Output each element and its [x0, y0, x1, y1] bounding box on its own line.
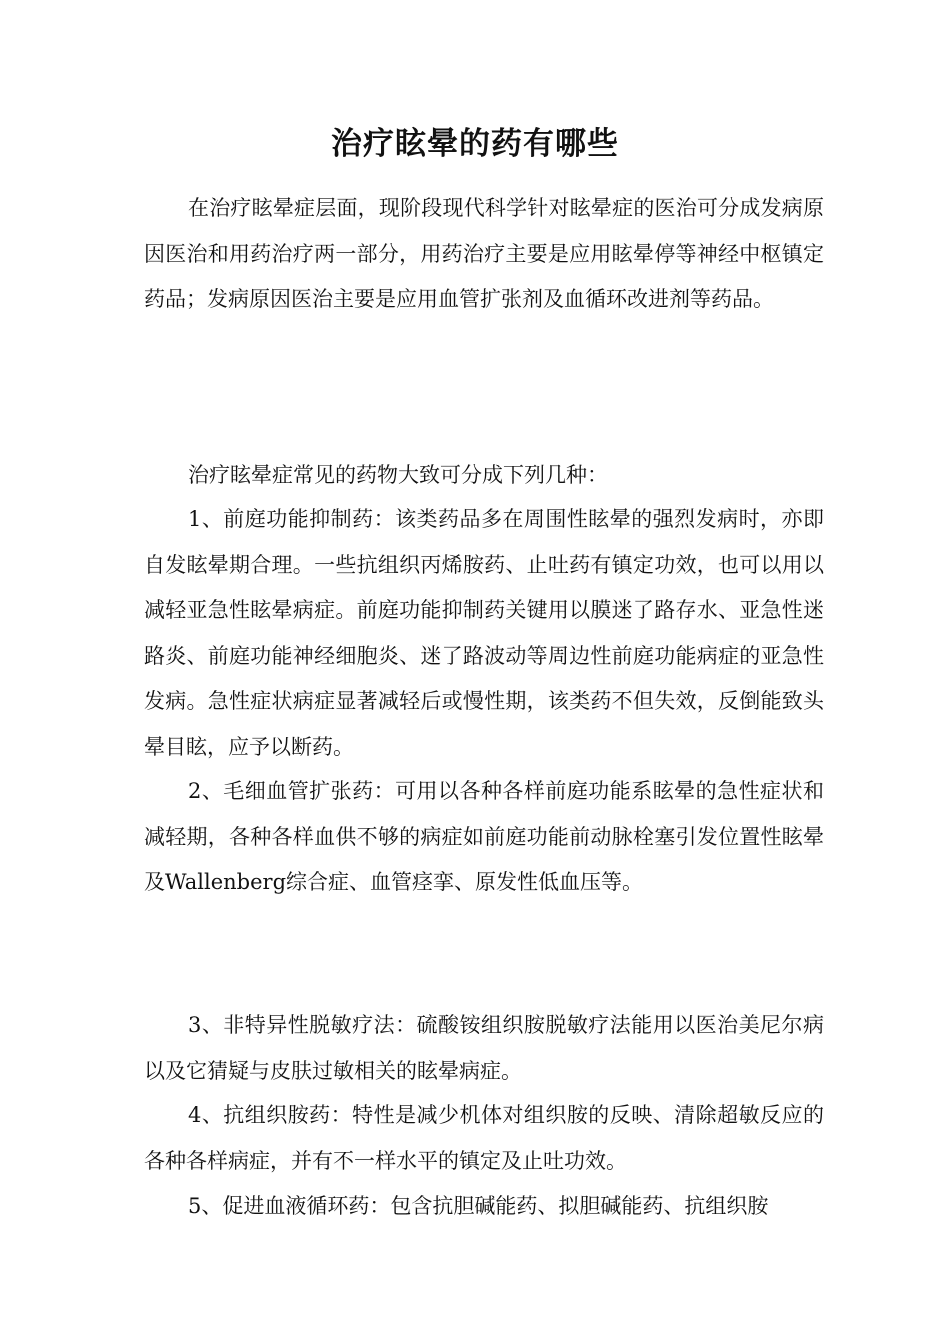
paragraph-item-5: 5、促进血液循环药：包含抗胆碱能药、拟胆碱能药、抗组织胺 [188, 1194, 769, 1218]
paragraph-intro: 在治疗眩晕症层面，现阶段现代科学针对眩晕症的医治可分成发病原因医治和用药治疗两一部分，用药治疗主要是应用眩晕停等神经中枢镇定药品；发病原因医治主要是应用血管扩张剂及血循环改进剂等药品。 [144, 196, 824, 311]
paragraph-item-1: 1、前庭功能抑制药：该类药品多在周围性眩晕的强烈发病时，亦即自发眩晕期合理。一些抗组织丙烯胺药、止吐药有镇定功效，也可以用以减轻亚急性眩晕病症。前庭功能抑制药关键用以膜迷了路存水、亚急性迷路炎、前庭功能神经细胞炎、迷了路波动等周边性前庭功能病症的亚急性发病。急性症状病症显著减轻后或慢性期，该类药不但失效，反倒能致头晕目眩，应予以断药。 [144, 507, 824, 759]
document-title: 治疗眩晕的药有哪些 [331, 126, 619, 162]
paragraph-drug-categories: 治疗眩晕症常见的药物大致可分成下列几种： [188, 463, 608, 487]
paragraph-item-4: 4、抗组织胺药：特性是减少机体对组织胺的反映、清除超敏反应的各种各样病症，并有不一样水平的镇定及止吐功效。 [144, 1103, 824, 1173]
paragraph-item-2: 2、毛细血管扩张药：可用以各种各样前庭功能系眩晕的急性症状和减轻期，各种各样血供不够的病症如前庭功能前动脉栓塞引发位置性眩晕及Wallenberg综合症、血管痉挛、原发性低血压等。 [144, 779, 824, 894]
paragraph-item-3: 3、非特异性脱敏疗法：硫酸铵组织胺脱敏疗法能用以医治美尼尔病以及它猜疑与皮肤过敏相关的眩晕病症。 [144, 1013, 824, 1083]
